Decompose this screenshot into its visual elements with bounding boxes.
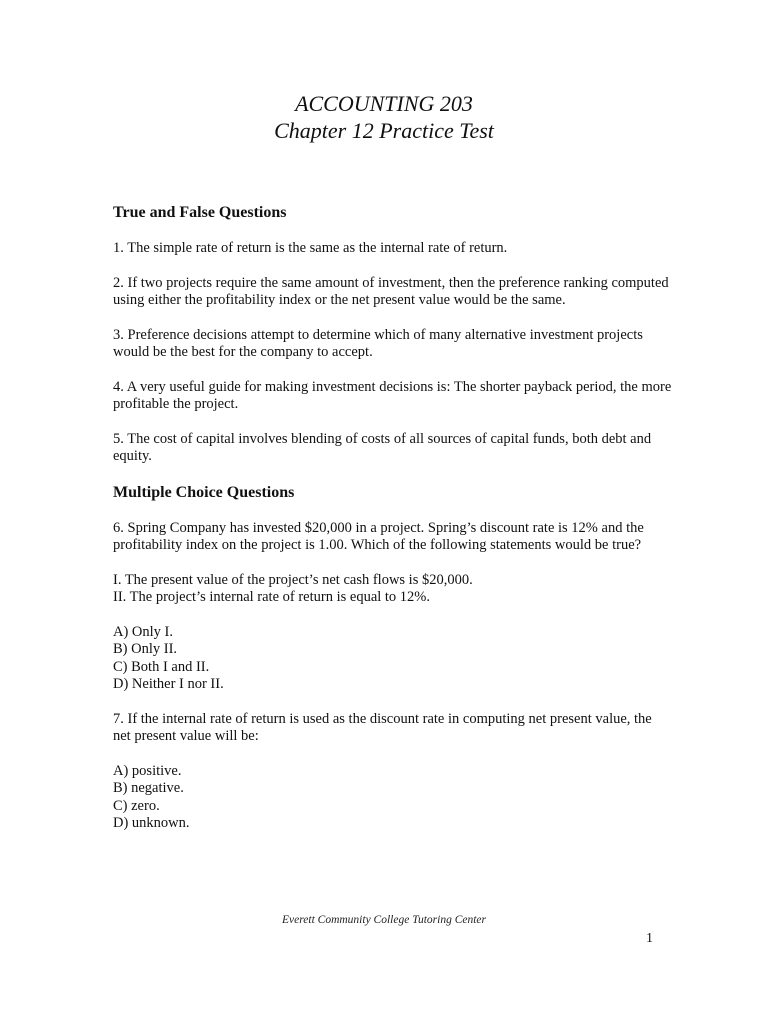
question-3: 3. Preference decisions attempt to determine which of many alternative investment projects would be the best for the company to accept. (113, 326, 643, 360)
question-6-statements (113, 572, 673, 607)
question-6-options (113, 624, 673, 694)
question-2: 2. If two projects require the same amount of investment, then the preference ranking computed using either the profitability index or the net present value would be the same. (113, 274, 669, 308)
question-6: 6. Spring Company has invested $20,000 in a project. Spring’s discount rate is 12% and the profitability index on the project is 1.00. Which of the following statements would be true? (113, 519, 644, 553)
question-4: 4. A very useful guide for making investment decisions is: The shorter payback period, the more profitable the project. (113, 378, 672, 412)
option-c: C) Both I and II. (113, 658, 210, 675)
test-content (113, 203, 673, 833)
question-1: 1. The simple rate of return is the same as the internal rate of return. (113, 240, 508, 256)
option-d: D) unknown. (113, 815, 190, 831)
test-title: Chapter 12 Practice Test (274, 118, 494, 143)
question-7-options (113, 763, 673, 833)
statement-ii: II. The project’s internal rate of return is equal to 12%. (113, 589, 431, 605)
page-number: 1 (646, 931, 653, 946)
title-block (0, 90, 768, 144)
question-7: 7. If the internal rate of return is used as the discount rate in computing net present value, the net present value will be: (113, 710, 652, 744)
course-title: ACCOUNTING 203 (295, 91, 473, 116)
option-d: D) Neither I nor II. (113, 676, 224, 692)
option-c: C) zero. (113, 797, 160, 814)
statement-i: I. The present value of the project’s net cash flows is $20,000. (113, 571, 473, 588)
multiple-choice-heading: Multiple Choice Questions (113, 483, 295, 501)
question-5: 5. The cost of capital involves blending of costs of all sources of capital funds, both debt and equity. (113, 430, 652, 464)
footer-text: Everett Community College Tutoring Center (282, 914, 486, 926)
option-b: B) Only II. (113, 641, 178, 657)
true-false-heading: True and False Questions (113, 204, 287, 221)
option-a: A) positive. (113, 762, 182, 779)
option-a: A) Only I. (113, 623, 174, 640)
option-b: B) negative. (113, 780, 184, 796)
